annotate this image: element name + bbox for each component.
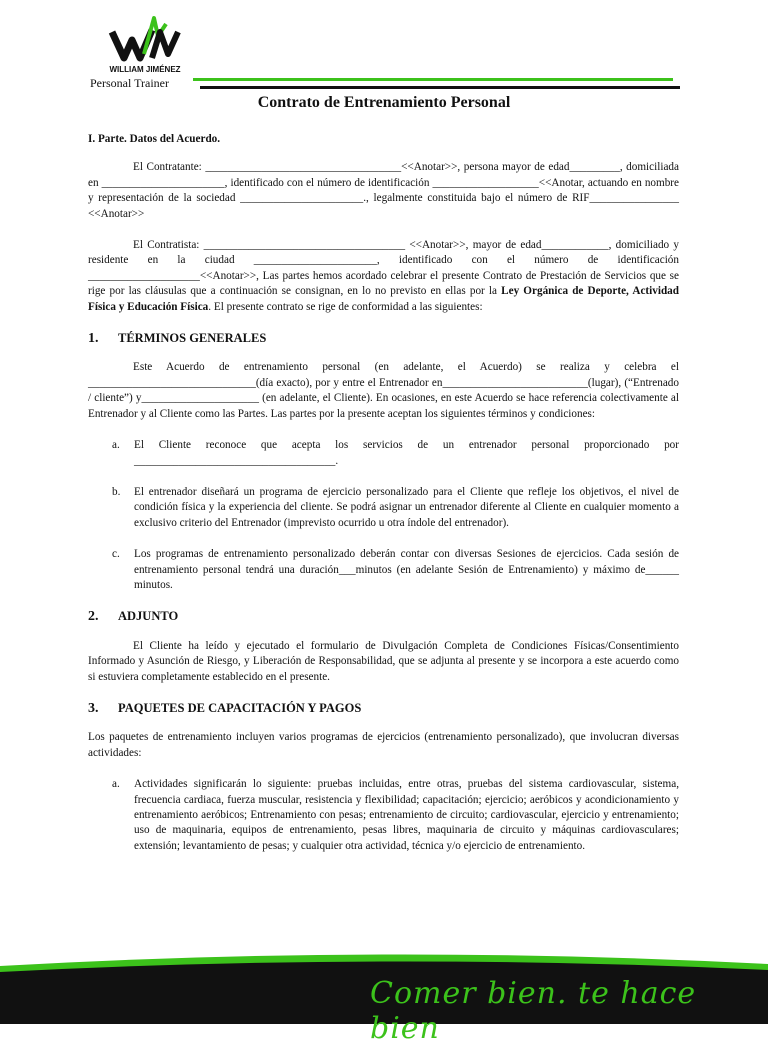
section-title: TÉRMINOS GENERALES bbox=[118, 331, 267, 346]
logo-subtitle: Personal Trainer bbox=[90, 76, 169, 90]
list-label: a. bbox=[112, 778, 120, 791]
list-item bbox=[88, 438, 679, 469]
contratista-text: El Contratista: ____________________________________ <<Anotar>>, mayor de edad____________, domiciliado y residente en la ciudad ______________________, identificado con el número de identificación ____________________<<Anotar>>, Las partes hemos acordado celebrar el presente Contrato de Prestación de Servicios que se rige por las cláusulas que a continuación se consignan, en lo no previsto en ellas por la bbox=[88, 239, 679, 298]
list-text: El entrenador diseñará un programa de ejercicio personalizado para el Cliente que refleje los objetivos, el nivel de condición física y la experiencia del cliente. Se podrá asignar un entrenador diferente al Cliente en cualquier momento a exclusivo criterio del Entrenador (imprevisto ocurrido u otra índole del entrenador). bbox=[134, 485, 679, 529]
william-jimenez-logo bbox=[100, 14, 190, 76]
list-text: Los programas de entrenamiento personalizado deberán contar con diversas Sesiones de ejercicios. Cada sesión de entrenamiento personal tendrá una duración___minutos (en adelante Sesión de Entrenamiento) y máximo de______ minutos. bbox=[134, 548, 679, 591]
section-1-paragraph: Este Acuerdo de entrenamiento personal (en adelante, el Acuerdo) se realiza y celebra el ______________________________(día exacto), por y entre el Entrenador en__________________________(lugar), (“Entrenado / cliente”) y_____________________ (en adelante, el Cliente). En ocasiones, en este Acuerdo se hace referencia colectivamente al Entrenador y al Cliente como las Partes. Las partes por la presente aceptan los siguientes términos y condiciones: bbox=[88, 361, 679, 420]
section-2-heading bbox=[88, 609, 679, 624]
section-3-heading bbox=[88, 701, 679, 716]
logo-wordmark: WILLIAM JIMÉNEZ bbox=[109, 65, 181, 74]
list-text: El Cliente reconoce que acepta los servicios de un entrenador personal proporcionado por ____________________________________. bbox=[134, 439, 679, 467]
document-body bbox=[88, 132, 679, 870]
header-rule-black bbox=[200, 86, 680, 89]
list-label: c. bbox=[112, 548, 120, 561]
law-name: Ley Orgánica de Deporte, Actividad Física y Educación Física bbox=[88, 285, 679, 313]
section-2-paragraph: El Cliente ha leído y ejecutado el formulario de Divulgación Completa de Condiciones Físicas/Consentimiento Informado y Asunción de Riesgo, y Liberación de Responsabilidad, que se adjunta al presente y se incorpora a este acuerdo como si estuviera completamente establecido en el presente. bbox=[88, 639, 679, 683]
list-item bbox=[88, 777, 679, 854]
section-1-heading bbox=[88, 331, 679, 346]
contratante-paragraph: El Contratante: ___________________________________<<Anotar>>, persona mayor de edad_________, domiciliada en ______________________, identificado con el número de identificación ___________________<<Anotar, actuando en nombre y representación de la sociedad ______________________., legalmente constituida bajo el número de RIF________________ <<Anotar>> bbox=[88, 161, 679, 220]
footer-slogan: Comer bien. te hace bien bbox=[370, 976, 697, 1046]
list-label: a. bbox=[112, 439, 120, 452]
list-text: Actividades significarán lo siguiente: pruebas incluidas, entre otras, pruebas del sistema cardiovascular, sistema, frecuencia cardiaca, fuerza muscular, resistencia y flexibilidad; capacitación; ejercicio; aeróbicos y acondicionamiento y entrenamiento aeróbicos; Entrenamiento con pesas; entrenamiento de circuito; cardiovascular, ejercicio y entrenamiento; uso de maquinaria, equipos de entrenamiento, pesas libres, maquinaria de circuito y máquinas cardiovasculares; extensión; levantamiento de pesas; y cualquier otra actividad, técnica y/o ejercicio de entrenamiento. bbox=[134, 778, 679, 852]
header-rule-green bbox=[193, 78, 673, 81]
section-number: 3. bbox=[88, 700, 99, 716]
section-title: PAQUETES DE CAPACITACIÓN Y PAGOS bbox=[118, 700, 362, 715]
section-number: 2. bbox=[88, 609, 99, 625]
contratista-paragraph bbox=[88, 238, 679, 315]
list-item bbox=[88, 485, 679, 531]
section-3-paragraph: Los paquetes de entrenamiento incluyen varios programas de ejercicios (entrenamiento personalizado), que involucran diversas actividades: bbox=[88, 731, 679, 759]
contratista-text-end: . El presente contrato se rige de conformidad a las siguientes: bbox=[208, 300, 483, 313]
section-number: 1. bbox=[88, 331, 99, 347]
list-label: b. bbox=[112, 485, 121, 498]
document-title: Contrato de Entrenamiento Personal bbox=[257, 94, 511, 111]
section-title: ADJUNTO bbox=[118, 609, 179, 624]
part-heading: I. Parte. Datos del Acuerdo. bbox=[88, 133, 221, 145]
list-item bbox=[88, 547, 679, 593]
